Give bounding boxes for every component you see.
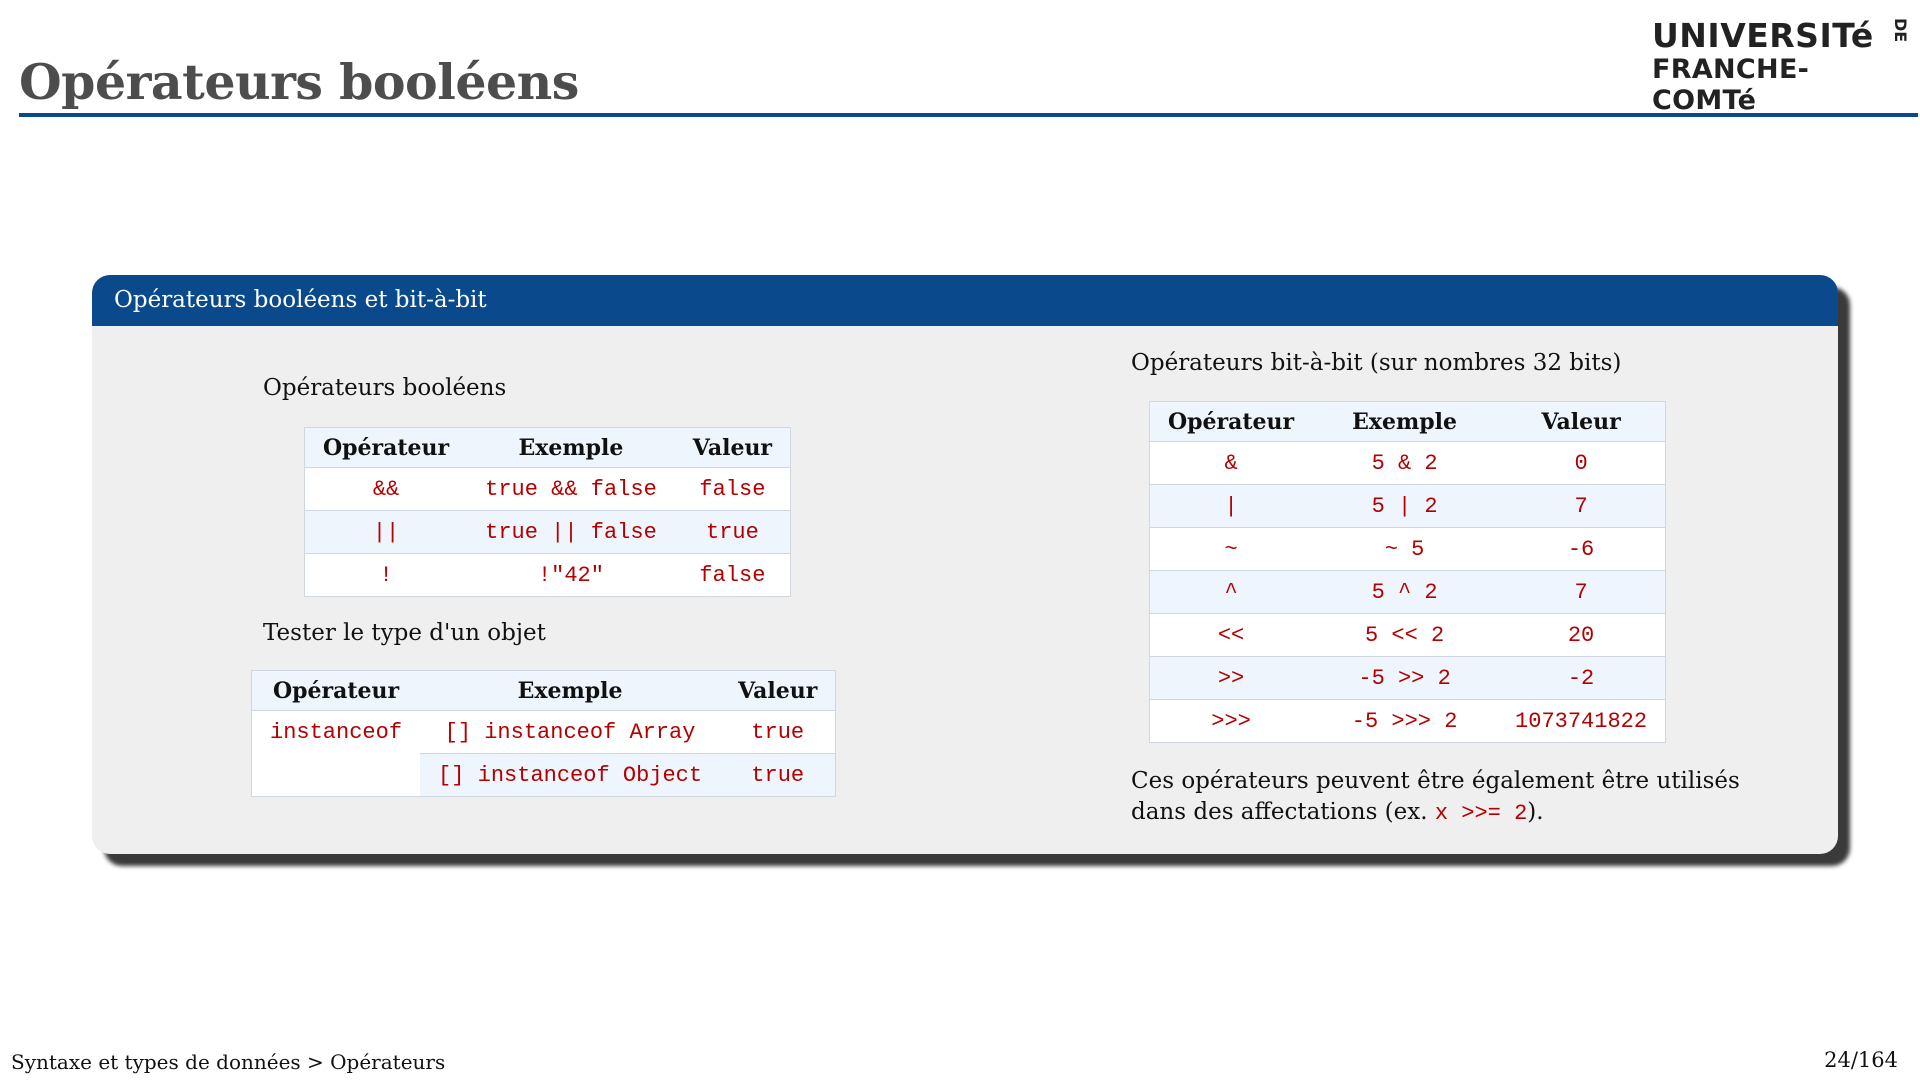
table-cell: -6	[1497, 528, 1666, 571]
slide-title: Opérateurs booléens	[19, 53, 579, 111]
table-cell: 5 & 2	[1312, 442, 1497, 485]
footer-breadcrumb: Syntaxe et types de données > Opérateurs	[11, 1050, 446, 1074]
table-cell: instanceof	[252, 711, 421, 797]
column-header: Exemple	[467, 428, 675, 468]
table-cell: [] instanceof Array	[420, 711, 720, 754]
bitwise-heading: Opérateurs bit-à-bit (sur nombres 32 bits)	[1131, 350, 1622, 376]
column-header: Exemple	[420, 671, 720, 711]
table-cell: 5 ^ 2	[1312, 571, 1497, 614]
content-block	[92, 275, 1838, 854]
boolean-table	[304, 427, 791, 597]
table-cell: ~ 5	[1312, 528, 1497, 571]
page-number: 24/164	[1824, 1048, 1898, 1072]
table-cell: >>	[1150, 657, 1313, 700]
table-cell: ~	[1150, 528, 1313, 571]
table-cell: false	[675, 468, 791, 511]
column-header: Opérateur	[1150, 402, 1313, 442]
table-cell: [] instanceof Object	[420, 754, 720, 797]
table-cell: 7	[1497, 571, 1666, 614]
block-header: Opérateurs booléens et bit-à-bit	[92, 275, 1838, 326]
column-header: Exemple	[1312, 402, 1497, 442]
table-cell: 1073741822	[1497, 700, 1666, 743]
bitwise-table	[1149, 401, 1666, 743]
table-cell: >>>	[1150, 700, 1313, 743]
title-rule	[19, 113, 1918, 117]
bitwise-note	[1131, 766, 1740, 829]
note-text: dans des affectations (ex.	[1131, 799, 1435, 825]
table-cell: ||	[305, 511, 468, 554]
note-line1: Ces opérateurs peuvent être également être utilisés	[1131, 768, 1740, 794]
table-cell: true	[675, 511, 791, 554]
table-cell: 5 | 2	[1312, 485, 1497, 528]
table-cell: 20	[1497, 614, 1666, 657]
table-cell: -5 >> 2	[1312, 657, 1497, 700]
table-cell: -2	[1497, 657, 1666, 700]
table-cell: true || false	[467, 511, 675, 554]
table-cell: 7	[1497, 485, 1666, 528]
table-cell: <<	[1150, 614, 1313, 657]
note-text-end: ).	[1527, 799, 1544, 825]
table-cell: true && false	[467, 468, 675, 511]
column-header: Valeur	[720, 671, 836, 711]
logo-de: DE	[1891, 18, 1910, 43]
column-header: Valeur	[1497, 402, 1666, 442]
table-cell: -5 >>> 2	[1312, 700, 1497, 743]
table-cell: |	[1150, 485, 1313, 528]
table-cell: !	[305, 554, 468, 597]
note-line2	[1131, 797, 1740, 829]
table-cell: &	[1150, 442, 1313, 485]
typecheck-table	[251, 670, 836, 797]
column-header: Valeur	[675, 428, 791, 468]
note-code: x >>= 2	[1434, 801, 1528, 826]
table-cell: false	[675, 554, 791, 597]
university-logo	[1652, 14, 1912, 116]
table-cell: !"42"	[467, 554, 675, 597]
table-cell: ^	[1150, 571, 1313, 614]
table-cell: 5 << 2	[1312, 614, 1497, 657]
typecheck-heading: Tester le type d'un objet	[263, 620, 546, 646]
column-header: Opérateur	[252, 671, 421, 711]
table-cell: true	[720, 754, 836, 797]
table-cell: true	[720, 711, 836, 754]
logo-line2: FRANCHE-COMTé	[1652, 54, 1810, 116]
logo-line1: UNIVERSITé	[1652, 16, 1874, 55]
table-cell: &&	[305, 468, 468, 511]
table-cell: 0	[1497, 442, 1666, 485]
boolean-heading: Opérateurs booléens	[263, 375, 507, 401]
column-header: Opérateur	[305, 428, 468, 468]
